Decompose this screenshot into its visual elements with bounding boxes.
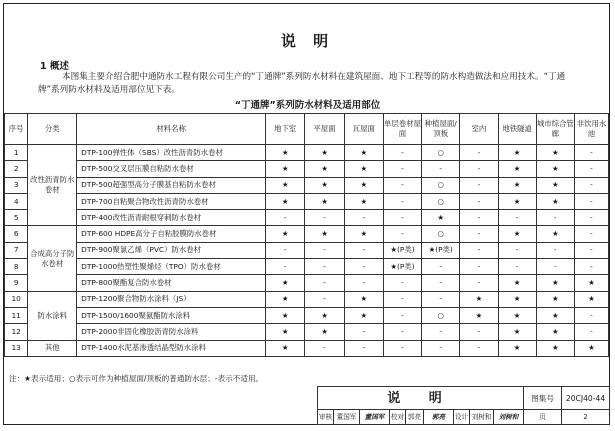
suitability-utility-tunnel: ★ (536, 307, 574, 323)
material-name: DTP-400改性沥青耐根穿刺防水卷材 (77, 210, 266, 226)
material-name: DTP-1400水泥基渗透结晶型防水涂料 (77, 340, 266, 356)
row-number: 1 (5, 145, 28, 161)
row-number: 8 (5, 259, 28, 275)
row-number: 2 (5, 161, 28, 177)
row-number: 7 (5, 242, 28, 258)
table-row (5, 324, 609, 340)
suitability-metro-tunnel: ★ (498, 193, 536, 209)
designer-name: 刘树和 (470, 410, 494, 425)
material-name: DTP-900聚氯乙烯（PVC）防水卷材 (77, 242, 266, 258)
suitability-tile-roof: ★ (344, 193, 383, 209)
header-category: 分类 (28, 114, 77, 145)
header-flat-roof: 平屋面 (305, 114, 344, 145)
section-heading: 1 概述 (40, 61, 69, 72)
suitability-flat-roof: ★ (305, 193, 344, 209)
suitability-indoor: - (460, 259, 498, 275)
suitability-basement: ★ (266, 324, 305, 340)
category-cell: 防水涂料 (28, 291, 77, 340)
suitability-non-potable-pool: - (574, 161, 608, 177)
suitability-single-ply-roof: - (383, 340, 421, 356)
suitability-flat-roof: - (305, 291, 344, 307)
footnote: 注：★表示适用；○表示可作为种植屋面/顶板的普通防水层；-表示不适用。 (9, 374, 264, 383)
suitability-indoor: - (460, 226, 498, 242)
row-number: 9 (5, 275, 28, 291)
material-name: DTP-700自粘聚合物改性沥青防水卷材 (77, 193, 266, 209)
suitability-metro-tunnel: ★ (498, 145, 536, 161)
suitability-flat-roof: ★ (305, 161, 344, 177)
suitability-utility-tunnel: ★ (536, 324, 574, 340)
table-row (5, 291, 609, 307)
table-row (5, 259, 609, 275)
suitability-basement: ★ (266, 226, 305, 242)
suitability-planted-roof: ★ (422, 210, 460, 226)
header-indoor: 室内 (460, 114, 498, 145)
suitability-planted-roof: - (422, 161, 460, 177)
suitability-planted-roof: ○ (422, 193, 460, 209)
category-cell: 合成高分子防水卷材 (28, 226, 77, 291)
suitability-planted-roof: ○ (422, 226, 460, 242)
suitability-utility-tunnel: ★ (536, 193, 574, 209)
suitability-metro-tunnel: ★ (498, 177, 536, 193)
suitability-flat-roof: - (305, 340, 344, 356)
suitability-flat-roof: - (305, 242, 344, 258)
suitability-non-potable-pool: - (574, 226, 608, 242)
row-number: 11 (5, 307, 28, 323)
suitability-flat-roof: - (305, 275, 344, 291)
page-title: 说 明 (280, 32, 335, 50)
suitability-basement: - (266, 259, 305, 275)
row-number: 4 (5, 193, 28, 209)
suitability-non-potable-pool: - (574, 210, 608, 226)
table-row (5, 275, 609, 291)
suitability-tile-roof: ★ (344, 291, 383, 307)
header-basement: 地下室 (266, 114, 305, 145)
suitability-single-ply-roof: ★(P类) (383, 259, 421, 275)
suitability-single-ply-roof: - (383, 161, 421, 177)
table-row (5, 210, 609, 226)
suitability-single-ply-roof: - (383, 177, 421, 193)
suitability-indoor: - (460, 324, 498, 340)
suitability-metro-tunnel: ★ (498, 307, 536, 323)
suitability-indoor: - (460, 177, 498, 193)
table-row (5, 193, 609, 209)
suitability-flat-roof: - (305, 259, 344, 275)
checker-signature: 郭亮 (424, 410, 454, 425)
suitability-tile-roof: - (344, 259, 383, 275)
suitability-metro-tunnel: ★ (498, 275, 536, 291)
suitability-non-potable-pool: ★ (574, 340, 608, 356)
atlas-number-label: 图集号 (524, 387, 562, 410)
header-tile-roof: 瓦屋面 (344, 114, 383, 145)
suitability-tile-roof: ★ (344, 307, 383, 323)
suitability-planted-roof: - (422, 259, 460, 275)
header-planted-roof: 种植屋面/顶板 (422, 114, 460, 145)
suitability-tile-roof: ★ (344, 177, 383, 193)
material-name: DTP-1500/1600聚氨酯防水涂料 (77, 307, 266, 323)
suitability-flat-roof: ★ (305, 324, 344, 340)
suitability-indoor: - (460, 193, 498, 209)
table-row (5, 340, 609, 356)
page-label: 页 (524, 410, 562, 425)
table-row (5, 307, 609, 323)
suitability-metro-tunnel: - (498, 259, 536, 275)
suitability-metro-tunnel: - (498, 242, 536, 258)
material-name: DTP-600 HDPE高分子自粘胶膜防水卷材 (77, 226, 266, 242)
suitability-basement: ★ (266, 145, 305, 161)
title-block (317, 386, 610, 425)
suitability-tile-roof: - (344, 324, 383, 340)
suitability-tile-roof: - (344, 242, 383, 258)
row-number: 6 (5, 226, 28, 242)
suitability-indoor: - (460, 161, 498, 177)
material-name: DTP-500超强型高分子膜基自粘防水卷材 (77, 177, 266, 193)
suitability-non-potable-pool: - (574, 242, 608, 258)
suitability-tile-roof: ★ (344, 145, 383, 161)
suitability-basement: ★ (266, 291, 305, 307)
table-row (5, 242, 609, 258)
suitability-single-ply-roof: - (383, 210, 421, 226)
row-number: 5 (5, 210, 28, 226)
review-label: 审核 (318, 410, 334, 425)
suitability-single-ply-roof: - (383, 145, 421, 161)
suitability-metro-tunnel: ★ (498, 226, 536, 242)
row-number: 3 (5, 177, 28, 193)
materials-table (4, 113, 609, 357)
suitability-flat-roof: ★ (305, 226, 344, 242)
designer-signature: 刘树和 (494, 410, 524, 425)
suitability-non-potable-pool: - (574, 193, 608, 209)
material-name: DTP-100弹性体（SBS）改性沥青防水卷材 (77, 145, 266, 161)
reviewer-signature: 董国军 (360, 410, 390, 425)
suitability-utility-tunnel: ★ (536, 340, 574, 356)
suitability-utility-tunnel: ★ (536, 291, 574, 307)
checker-name: 郭亮 (406, 410, 424, 425)
suitability-basement: ★ (266, 307, 305, 323)
suitability-basement: ★ (266, 177, 305, 193)
header-utility-tunnel: 城市综合管廊 (536, 114, 574, 145)
row-number: 10 (5, 291, 28, 307)
suitability-utility-tunnel: ★ (536, 177, 574, 193)
suitability-planted-roof: ○ (422, 177, 460, 193)
suitability-non-potable-pool: - (574, 177, 608, 193)
category-cell: 改性沥青防水卷材 (28, 145, 77, 226)
suitability-planted-roof: - (422, 340, 460, 356)
check-label: 校对 (390, 410, 406, 425)
suitability-non-potable-pool: - (574, 259, 608, 275)
suitability-planted-roof: ○ (422, 307, 460, 323)
table-row (5, 161, 609, 177)
header-non-potable-pool: 非饮用水池 (574, 114, 608, 145)
suitability-indoor: - (460, 210, 498, 226)
suitability-metro-tunnel: ★ (498, 324, 536, 340)
row-number: 13 (5, 340, 28, 356)
suitability-metro-tunnel: ★ (498, 161, 536, 177)
suitability-tile-roof: - (344, 275, 383, 291)
suitability-basement: ★ (266, 340, 305, 356)
suitability-single-ply-roof: - (383, 193, 421, 209)
suitability-single-ply-roof: - (383, 307, 421, 323)
suitability-tile-roof: ★ (344, 161, 383, 177)
suitability-planted-roof: - (422, 291, 460, 307)
suitability-non-potable-pool: - (574, 324, 608, 340)
table-caption: “丁通牌”系列防水材料及适用部位 (234, 100, 381, 111)
title-block-title: 说 明 (318, 387, 524, 410)
suitability-basement: - (266, 242, 305, 258)
header-single-ply-roof: 单层卷材屋面 (383, 114, 421, 145)
design-label: 设计 (454, 410, 470, 425)
suitability-single-ply-roof: ★(P类) (383, 242, 421, 258)
suitability-metro-tunnel: ★ (498, 340, 536, 356)
suitability-basement: - (266, 210, 305, 226)
suitability-basement: ★ (266, 161, 305, 177)
suitability-basement: ★ (266, 193, 305, 209)
material-name: DTP-1000热塑性聚烯烃（TPO）防水卷材 (77, 259, 266, 275)
suitability-non-potable-pool: - (574, 145, 608, 161)
suitability-indoor: - (460, 340, 498, 356)
suitability-utility-tunnel: ★ (536, 226, 574, 242)
table-header-row (5, 114, 609, 145)
table-row (5, 177, 609, 193)
suitability-non-potable-pool: - (574, 307, 608, 323)
suitability-tile-roof: - (344, 210, 383, 226)
suitability-single-ply-roof: - (383, 291, 421, 307)
suitability-tile-roof: ★ (344, 226, 383, 242)
material-name: DTP-2000非固化橡胶沥青防水涂料 (77, 324, 266, 340)
suitability-metro-tunnel: ★ (498, 291, 536, 307)
intro-paragraph: 本图集主要介绍合肥中通防水工程有限公司生产的“丁通牌”系列防水材料在建筑屋面、地下工程等的防水构造做法和应用技术。“丁通牌”系列防水材料及适用部位见下表。 (38, 72, 566, 95)
row-number: 12 (5, 324, 28, 340)
suitability-tile-roof: - (344, 340, 383, 356)
suitability-indoor: - (460, 145, 498, 161)
suitability-indoor: ★ (460, 307, 498, 323)
header-metro-tunnel: 地铁隧道 (498, 114, 536, 145)
suitability-utility-tunnel: - (536, 259, 574, 275)
header-no: 序号 (5, 114, 28, 145)
category-cell: 其他 (28, 340, 77, 356)
suitability-flat-roof: ★ (305, 177, 344, 193)
table-row (5, 145, 609, 161)
table-row (5, 226, 609, 242)
material-name: DTP-800聚酯复合防水卷材 (77, 275, 266, 291)
suitability-single-ply-roof: - (383, 324, 421, 340)
suitability-utility-tunnel: ★ (536, 161, 574, 177)
atlas-number: 20CJ40-44 (562, 387, 610, 410)
suitability-indoor: ★ (460, 291, 498, 307)
suitability-utility-tunnel: - (536, 242, 574, 258)
suitability-planted-roof: ★(P类) (422, 242, 460, 258)
suitability-flat-roof: ★ (305, 145, 344, 161)
suitability-utility-tunnel: ★ (536, 145, 574, 161)
suitability-metro-tunnel: - (498, 210, 536, 226)
suitability-flat-roof: ★ (305, 307, 344, 323)
suitability-basement: ★ (266, 275, 305, 291)
suitability-single-ply-roof: - (383, 275, 421, 291)
suitability-planted-roof: - (422, 275, 460, 291)
suitability-utility-tunnel: ★ (536, 275, 574, 291)
suitability-single-ply-roof: - (383, 226, 421, 242)
suitability-flat-roof: - (305, 210, 344, 226)
suitability-non-potable-pool: ★ (574, 275, 608, 291)
suitability-utility-tunnel: - (536, 210, 574, 226)
suitability-indoor: - (460, 275, 498, 291)
suitability-planted-roof: - (422, 324, 460, 340)
page-number: 2 (562, 410, 610, 425)
material-name: DTP-500交叉层压膜自粘防水卷材 (77, 161, 266, 177)
suitability-planted-roof: ○ (422, 145, 460, 161)
material-name: DTP-1200聚合物防水涂料（JS） (77, 291, 266, 307)
header-material: 材料名称 (77, 114, 266, 145)
suitability-indoor: - (460, 242, 498, 258)
reviewer-name: 董国军 (334, 410, 360, 425)
suitability-non-potable-pool: ★ (574, 291, 608, 307)
